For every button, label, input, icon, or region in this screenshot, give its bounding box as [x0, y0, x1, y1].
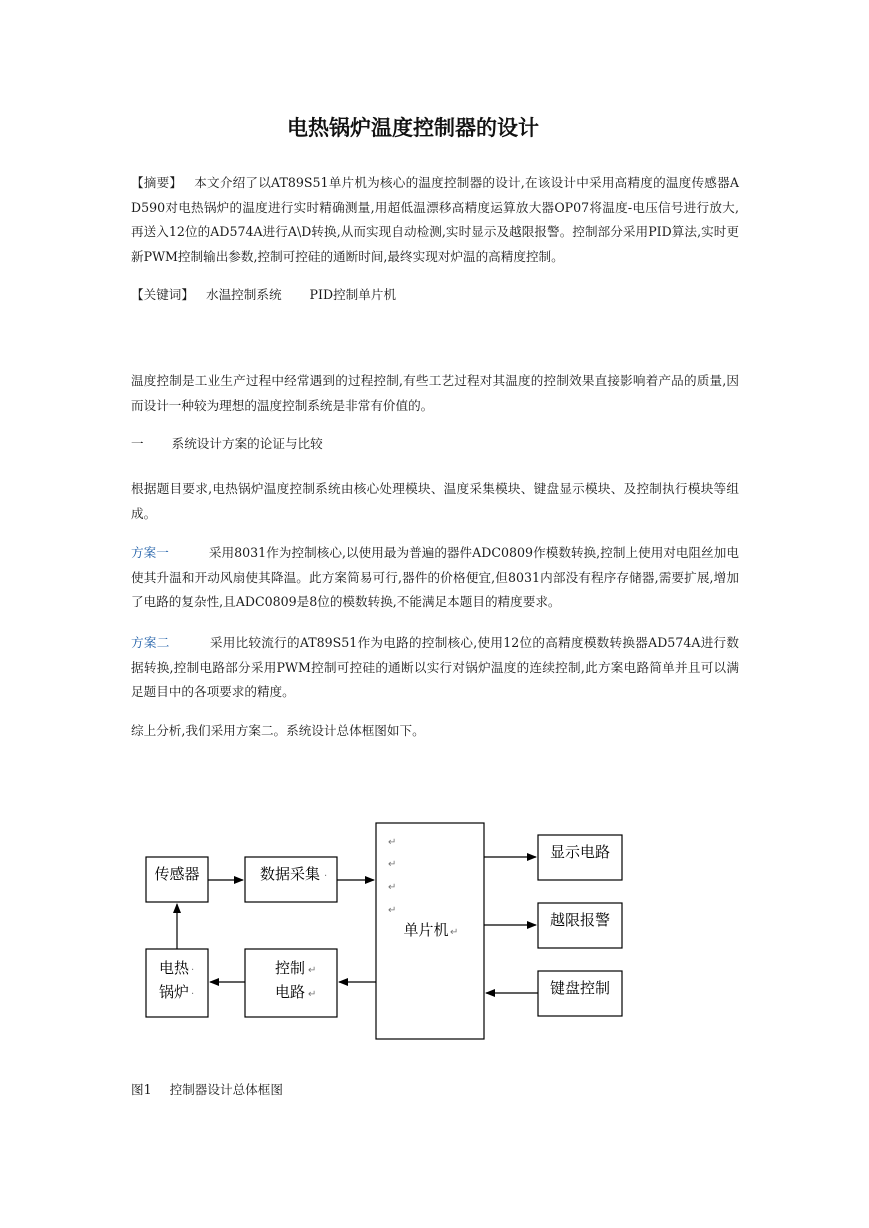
mcu-return-mark-3: ↵ [388, 882, 397, 893]
plan2-label: 方案二 [131, 635, 170, 650]
plan2-text: 采用比较流行的AT89S51作为电路的控制核心,使用12位的高精度模数转换器AD574A进行数据转换,控制电路部分采用PWM控制可控硅的通断以实行对锅炉温度的连续控制,此方案电路简单并且可以满足题目中的各项要求的精度。 [131, 635, 740, 699]
keyword-1: 水温控制系统 [205, 287, 282, 302]
figure-caption [131, 1079, 283, 1098]
boiler-mark-2: · [191, 989, 195, 1000]
boiler-label-line2: 锅炉 [158, 983, 190, 1001]
mcu-label-mark: ↵ [450, 927, 459, 938]
figure-caption-text: 控制器设计总体框图 [169, 1082, 283, 1097]
alarm-label: 越限报警 [549, 911, 611, 929]
keywords-label: 【关键词】 [131, 287, 194, 302]
abstract-text: 本文介绍了以AT89S51单片机为核心的温度控制器的设计,在该设计中采用高精度的温度传感器AD590对电热锅炉的温度进行实时精确测量,用超低温漂移高精度运算放大器OP07将温度-电压信号进行放大,再送入12位的AD574A进行A\D转换,从而实现自动检测,实时显示及越限报警。控制部分采用PID算法,实时更新PWM控制输出参数,控制可控硅的通断时间,最终实现对炉温的高精度控制。 [131, 175, 739, 264]
conclusion-paragraph: 综上分析,我们采用方案二。系统设计总体框图如下。 [131, 723, 425, 738]
control-label-line1: 控制 [274, 959, 306, 977]
figure-number: 图1 [131, 1082, 152, 1097]
plan2-paragraph [131, 631, 739, 705]
sensor-label: 传感器 [154, 865, 200, 883]
control-label-line2: 电路 [274, 983, 306, 1001]
keywords-paragraph [131, 283, 739, 308]
plan1-label: 方案一 [131, 545, 169, 560]
acquisition-mark: · [324, 871, 328, 882]
boiler-mark-1: · [191, 965, 195, 976]
section1-paragraph: 根据题目要求,电热锅炉温度控制系统由核心处理模块、温度采集模块、键盘显示模块、及控制执行模块等组成。 [131, 481, 739, 521]
keyword-2: PID控制单片机 [309, 287, 397, 302]
paper-title: 电热锅炉温度控制器的设计 [287, 116, 539, 140]
system-block-diagram [130, 815, 630, 1045]
control-mark-1: ↵ [308, 965, 317, 976]
display-label: 显示电路 [549, 843, 611, 861]
plan1-paragraph [131, 541, 739, 615]
abstract-paragraph [131, 171, 739, 269]
keyboard-label: 键盘控制 [549, 979, 611, 997]
mcu-return-mark-1: ↵ [388, 837, 397, 848]
control-mark-2: ↵ [308, 989, 317, 1000]
mcu-return-mark-2: ↵ [388, 859, 397, 870]
boiler-label-line1: 电热 [158, 959, 190, 977]
intro-paragraph: 温度控制是工业生产过程中经常遇到的过程控制,有些工艺过程对其温度的控制效果直接影响着产品的质量,因而设计一种较为理想的温度控制系统是非常有价值的。 [131, 373, 739, 413]
mcu-label: 单片机 [403, 921, 449, 939]
section1-title: 系统设计方案的论证与比较 [171, 436, 323, 451]
acquisition-label: 数据采集 [259, 865, 321, 883]
section1-number: 一 [131, 436, 144, 451]
section1-heading [131, 432, 739, 457]
abstract-label: 【摘要】 [131, 175, 183, 190]
mcu-return-mark-4: ↵ [388, 905, 397, 916]
plan1-text: 采用8031作为控制核心,以使用最为普遍的器件ADC0809作模数转换,控制上使用对电阻丝加电使其升温和开动风扇使其降温。此方案简易可行,器件的价格便宜,但8031内部没有程序存储器,需要扩展,增加了电路的复杂性,且ADC0809是8位的模数转换,不能满足本题目的精度要求。 [131, 545, 740, 609]
